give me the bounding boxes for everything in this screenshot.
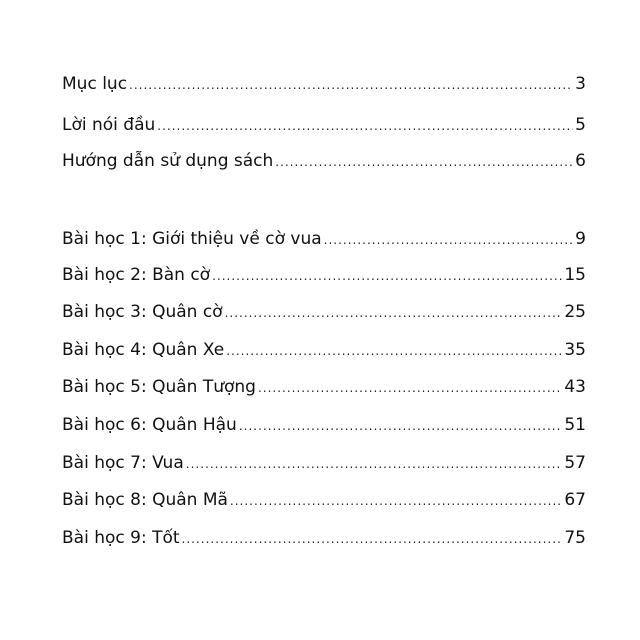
toc-entry-title: Mục lục <box>62 74 128 94</box>
toc-entry-muc-luc <box>62 73 586 96</box>
toc-entry-page: 3 <box>575 74 586 94</box>
dot-leader <box>186 453 563 475</box>
toc-entry-title: Hướng dẫn sử dụng sách <box>62 151 274 171</box>
dot-leader <box>239 415 563 437</box>
toc-entry-page: 15 <box>564 265 586 285</box>
toc-entry-lesson-2 <box>62 264 586 287</box>
toc-entry-page: 75 <box>564 528 586 548</box>
toc-entry-page: 9 <box>575 229 586 249</box>
toc-entry-page: 57 <box>564 453 586 473</box>
toc-entry-page: 43 <box>564 377 586 397</box>
dot-leader <box>324 229 574 251</box>
dot-leader <box>182 528 563 550</box>
toc-entry-page: 35 <box>564 340 586 360</box>
toc-entry-page: 51 <box>564 415 586 435</box>
toc-entry-lesson-7 <box>62 452 586 475</box>
toc-entry-lesson-8 <box>62 489 586 512</box>
toc-entry-lesson-6 <box>62 414 586 437</box>
toc-entry-page: 6 <box>575 151 586 171</box>
toc-entry-lesson-4 <box>62 339 586 362</box>
toc-entry-page: 67 <box>564 490 586 510</box>
dot-leader <box>275 151 573 173</box>
toc-entry-page: 5 <box>575 115 586 135</box>
dot-leader <box>258 377 562 399</box>
toc-entry-lesson-1 <box>62 228 586 251</box>
toc-entry-title: Bài học 7: Vua <box>62 453 184 473</box>
dot-leader <box>129 74 573 96</box>
toc-entry-title: Bài học 2: Bàn cờ <box>62 265 211 285</box>
toc-entry-huong-dan <box>62 150 586 173</box>
toc-entry-lesson-9 <box>62 527 586 550</box>
toc-entry-title: Bài học 5: Quân Tượng <box>62 377 256 397</box>
toc-entry-title: Bài học 8: Quân Mã <box>62 490 228 510</box>
toc-entry-title: Bài học 9: Tốt <box>62 528 180 548</box>
dot-leader <box>230 490 562 512</box>
toc-entry-lesson-5 <box>62 376 586 399</box>
toc-entry-title: Bài học 4: Quân Xe <box>62 340 225 360</box>
toc-entry-loi-noi-dau <box>62 114 586 137</box>
dot-leader <box>157 115 573 137</box>
dot-leader <box>226 340 562 362</box>
dot-leader <box>212 265 562 287</box>
toc-entry-page: 25 <box>564 302 586 322</box>
toc-entry-lesson-3 <box>62 301 586 324</box>
toc-entry-title: Lời nói đầu <box>62 115 156 135</box>
toc-entry-title: Bài học 3: Quân cờ <box>62 302 223 322</box>
toc-entry-title: Bài học 6: Quân Hậu <box>62 415 237 435</box>
dot-leader <box>225 302 563 324</box>
toc-entry-title: Bài học 1: Giới thiệu về cờ vua <box>62 229 322 249</box>
